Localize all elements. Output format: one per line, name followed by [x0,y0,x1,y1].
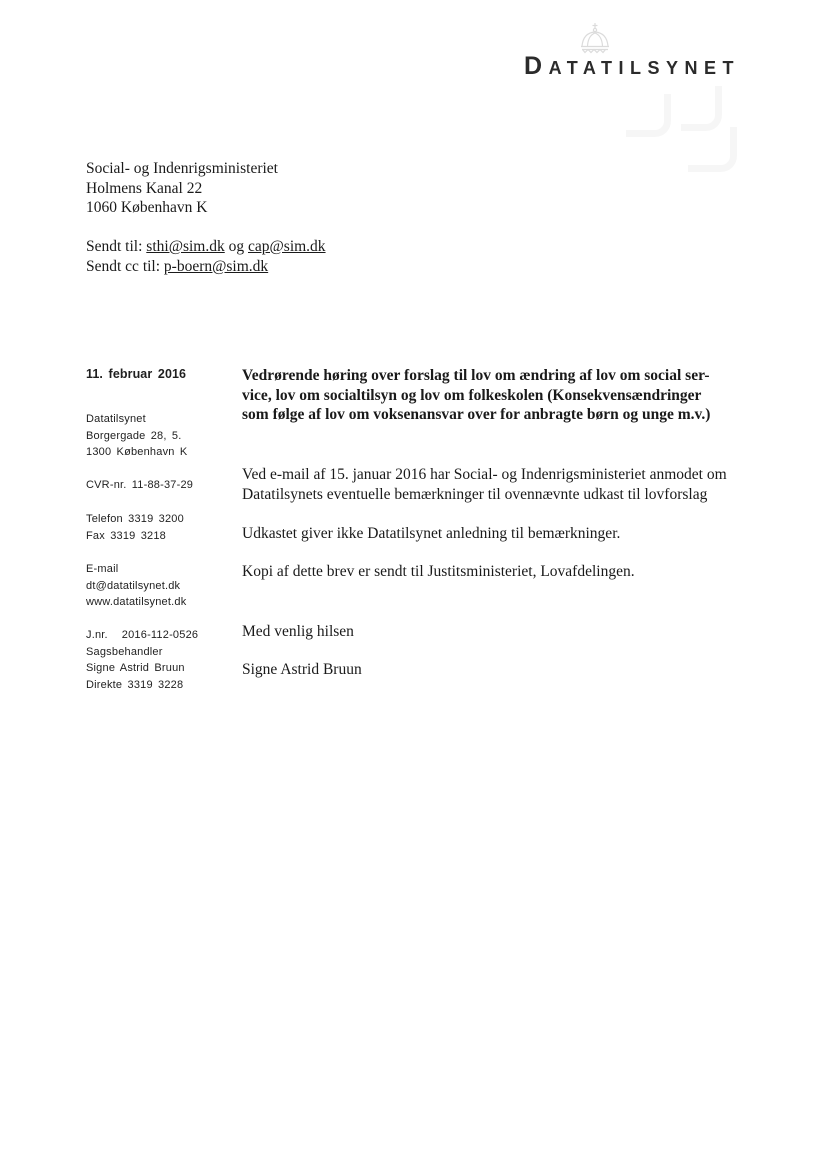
body-paragraph-2: Udkastet giver ikke Datatilsynet anledning til bemærkninger. [242,525,621,542]
direct-phone: Direkte 3319 3228 [86,678,184,691]
email-address: dt@datatilsynet.dk [86,579,181,592]
sender-street: Borgergade 28, 5. [86,429,182,442]
caseworker-name: Signe Astrid Bruun [86,662,185,674]
logo-first-letter: D [524,52,549,80]
recipient-street: Holmens Kanal 22 [86,179,203,197]
jnr-value: 2016-112-0526 [121,629,199,641]
logo-rest: ATATILSYNET [548,58,741,78]
sent-to-conjunction: og [224,238,248,255]
letter-date: 11. februar 2016 [86,367,187,381]
cvr-number: CVR-nr. 11-88-37-29 [86,479,194,491]
recipient-name: Social- og Indenrigsministeriet [86,160,278,177]
fax-line: Fax 3319 3218 [86,529,166,542]
scan-artifact [681,86,722,131]
sent-to-line [86,237,326,257]
jnr-line [86,627,198,644]
sent-cc-line [86,257,326,277]
case-block [86,627,198,693]
sent-to-label: Sendt til: [86,238,147,255]
datatilsynet-logo [524,52,740,81]
paragraph-line: Datatilsynets eventuelle bemærkninger til ovennævnte udkast til lovforslag [242,485,708,503]
caseworker-label: Sagsbehandler [86,645,163,658]
sent-to-email-2: cap@sim.dk [248,238,326,255]
scan-artifact [626,94,671,137]
sender-city: 1300 København K [86,446,188,458]
scan-artifact [688,127,737,172]
subject-line: Vedrørende høring over forslag til lov om ændring af lov om social ser- [242,367,710,384]
body-paragraph-1 [242,465,727,504]
body-paragraph-3: Kopi af dette brev er sendt til Justitsministeriet, Lovafdelingen. [242,563,635,580]
subject-line: vice, lov om socialtilsyn og lov om folkeskolen (Konsekvensændringer [242,386,702,404]
recipient-city: 1060 København K [86,199,208,216]
phone-line: Telefon 3319 3200 [86,513,184,525]
email-block [86,561,186,611]
sent-cc-label: Sendt cc til: [86,257,164,275]
subject-heading [242,366,710,425]
paragraph-line: Ved e-mail af 15. januar 2016 har Social- og Indenrigsministeriet anmodet om [242,466,727,483]
closing-phrase: Med venlig hilsen [242,623,354,640]
recipient-block [86,159,326,276]
website-address: www.datatilsynet.dk [86,596,187,608]
sender-address-block [86,411,187,461]
jnr-label: J.nr. [86,629,108,641]
sender-org: Datatilsynet [86,413,146,425]
email-label: E-mail [86,563,119,575]
sent-to-email-1: sthi@sim.dk [146,238,225,255]
sent-cc-email: p-boern@sim.dk [163,257,269,275]
subject-line: som følge af lov om voksenansvar over for anbragte børn og unge m.v.) [242,406,711,423]
phone-block [86,511,184,544]
signature-name: Signe Astrid Bruun [242,661,362,678]
